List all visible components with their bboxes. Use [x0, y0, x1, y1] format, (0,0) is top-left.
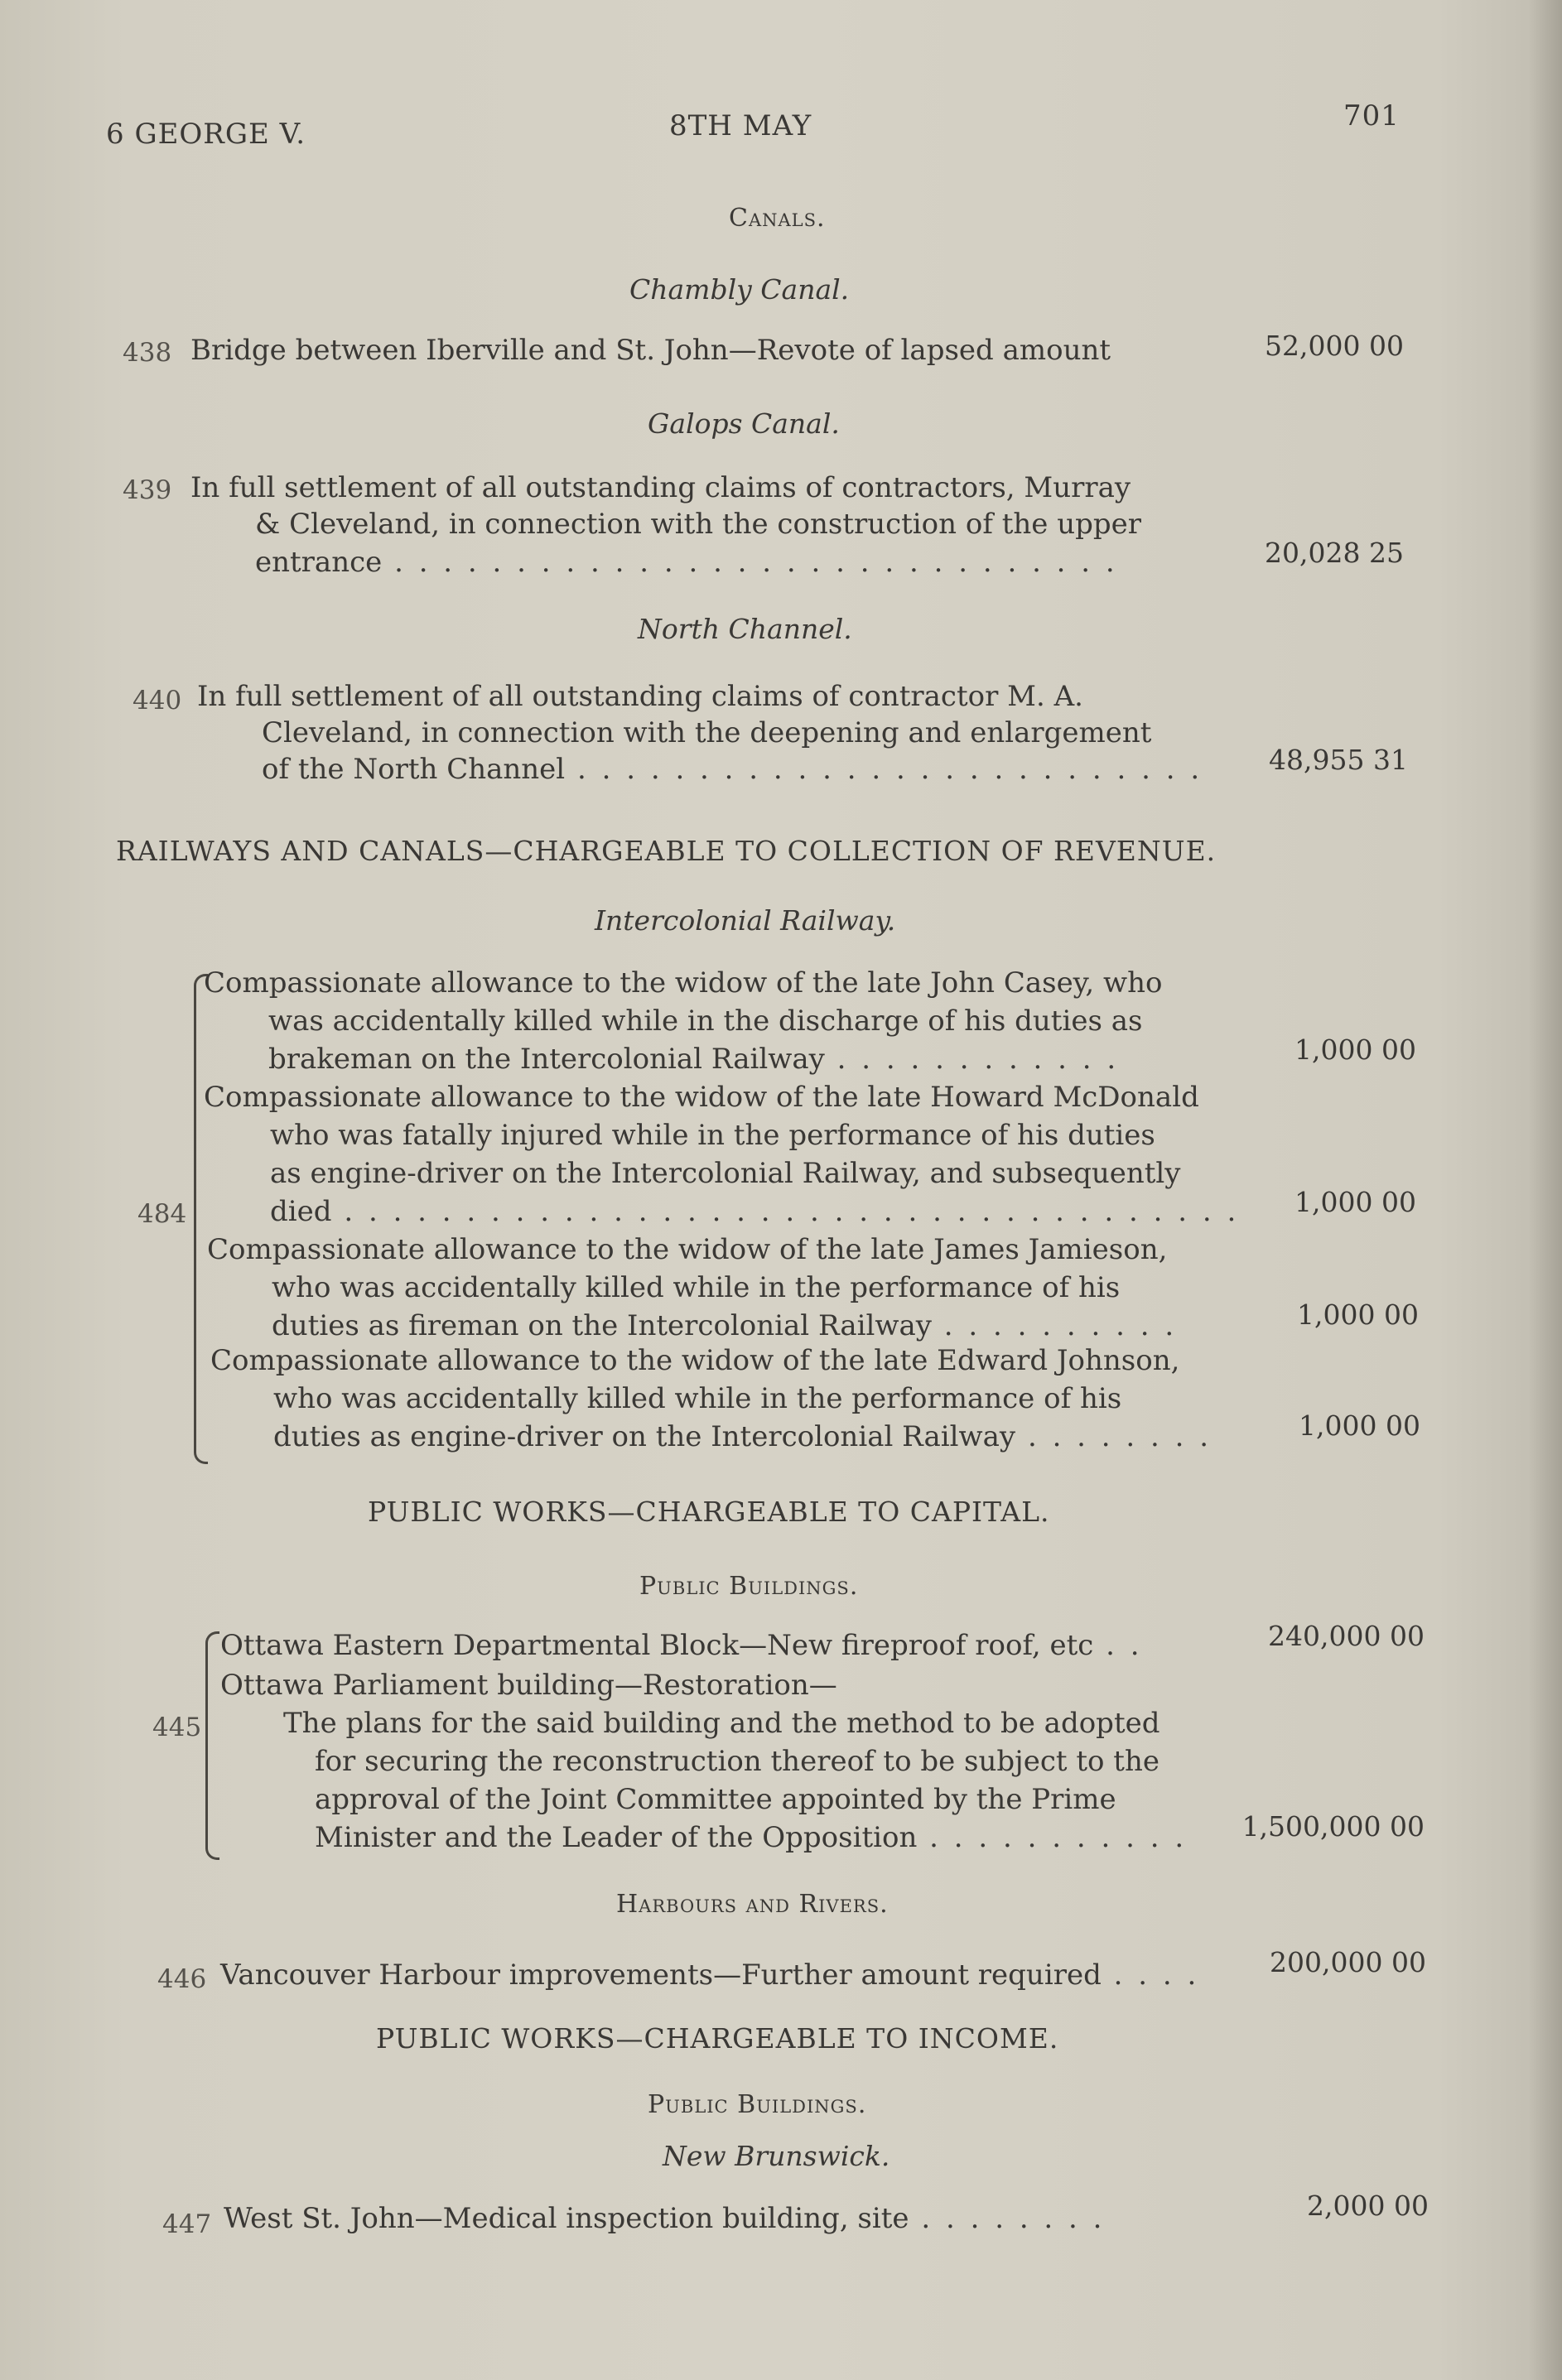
entry-line: duties as fireman on the Intercolonial Railway . . . . . . . . . . [272, 1309, 1178, 1342]
item-447-text: West St. John—Medical inspection building, site . . . . . . . . [224, 2202, 1106, 2235]
chambly-canal-heading: Chambly Canal. [629, 273, 850, 306]
item-445-line: The plans for the said building and the method to be adopted [283, 1707, 1160, 1740]
item-number-439: 439 [123, 475, 172, 505]
item-439-line: entrance . . . . . . . . . . . . . . . . . . . . . . . . . . . . . . [255, 546, 1118, 579]
public-works-capital-heading: PUBLIC WORKS—CHARGEABLE TO CAPITAL. [368, 1496, 1050, 1528]
item-439-amount: 20,028 25 [1265, 537, 1404, 569]
entry-line: brakeman on the Intercolonial Railway . . . . . . . . . . . . [268, 1043, 1120, 1076]
item-438-text: Bridge between Iberville and St. John—Revote of lapsed amount [190, 334, 1111, 367]
header-center: 8TH MAY [669, 109, 812, 142]
item-445-line: approval of the Joint Committee appointed by the Prime [315, 1783, 1116, 1816]
page-edge-shadow [1529, 0, 1562, 2380]
entry-line: Compassionate allowance to the widow of the late Howard McDonald [204, 1081, 1199, 1114]
item-445-brace [205, 1631, 219, 1860]
item-445-amount: 240,000 00 [1268, 1620, 1425, 1652]
entry-line: who was accidentally killed while in the performance of his [272, 1271, 1121, 1304]
item-446-amount: 200,000 00 [1270, 1946, 1426, 1978]
item-440-line: In full settlement of all outstanding claims of contractor M. A. [197, 680, 1083, 713]
entry-line: Compassionate allowance to the widow of the late Edward Johnson, [210, 1344, 1180, 1377]
item-439-line: & Cleveland, in connection with the construction of the upper [255, 508, 1142, 541]
entry-line: died . . . . . . . . . . . . . . . . . . . . . . . . . . . . . . . . . . . . . [270, 1195, 1240, 1228]
intercolonial-railway-heading: Intercolonial Railway. [595, 904, 896, 937]
entry-amount: 1,000 00 [1294, 1033, 1416, 1066]
item-445-line: Ottawa Parliament building—Restoration— [220, 1669, 837, 1702]
header-left: 6 GEORGE V. [106, 118, 306, 151]
item-number-447: 447 [162, 2209, 212, 2239]
entry-line: as engine-driver on the Intercolonial Railway, and subsequently [270, 1157, 1181, 1190]
entry-amount: 1,000 00 [1297, 1298, 1419, 1331]
entry-line: who was fatally injured while in the performance of his duties [270, 1119, 1155, 1152]
entry-line: Compassionate allowance to the widow of the late James Jamieson, [207, 1233, 1168, 1266]
new-brunswick-heading: New Brunswick. [663, 2140, 890, 2172]
item-number-484: 484 [137, 1199, 187, 1229]
public-buildings-heading: Public Buildings. [648, 2090, 867, 2119]
item-445-amount: 1,500,000 00 [1241, 1810, 1425, 1843]
item-439-line: In full settlement of all outstanding claims of contractors, Murray [190, 471, 1131, 504]
entry-line: was accidentally killed while in the discharge of his duties as [268, 1005, 1143, 1038]
entry-amount: 1,000 00 [1299, 1409, 1420, 1442]
item-438-amount: 52,000 00 [1265, 330, 1404, 362]
item-440-amount: 48,955 31 [1269, 744, 1408, 776]
item-number-440: 440 [133, 686, 182, 715]
item-447-amount: 2,000 00 [1307, 2190, 1429, 2222]
canals-heading: Canals. [729, 204, 826, 233]
item-445-line: Ottawa Eastern Departmental Block—New fireproof roof, etc . . [220, 1629, 1143, 1662]
public-buildings-heading: Public Buildings. [639, 1572, 859, 1601]
item-440-line: of the North Channel . . . . . . . . . . . . . . . . . . . . . . . . . . [262, 753, 1203, 786]
page-number: 701 [1343, 99, 1400, 132]
item-484-brace [194, 974, 208, 1464]
entry-line: duties as engine-driver on the Intercolonial Railway . . . . . . . . [273, 1420, 1212, 1453]
item-number-438: 438 [123, 338, 172, 368]
item-number-445: 445 [152, 1713, 202, 1742]
entry-amount: 1,000 00 [1294, 1186, 1416, 1218]
item-number-446: 446 [157, 1964, 207, 1994]
north-channel-heading: North Channel. [638, 613, 852, 645]
entry-line: who was accidentally killed while in the performance of his [273, 1382, 1122, 1415]
item-446-text: Vancouver Harbour improvements—Further amount required . . . . [220, 1958, 1200, 1992]
railways-heading: RAILWAYS AND CANALS—CHARGEABLE TO COLLECTION OF REVENUE. [116, 835, 1217, 867]
entry-line: Compassionate allowance to the widow of the late John Casey, who [204, 966, 1163, 1000]
galops-canal-heading: Galops Canal. [648, 407, 840, 440]
item-445-line: Minister and the Leader of the Opposition . . . . . . . . . . . [315, 1821, 1188, 1854]
harbours-rivers-heading: Harbours and Rivers. [616, 1890, 889, 1919]
public-works-income-heading: PUBLIC WORKS—CHARGEABLE TO INCOME. [376, 2022, 1059, 2055]
item-440-line: Cleveland, in connection with the deepening and enlargement [262, 716, 1152, 749]
item-445-line: for securing the reconstruction thereof to be subject to the [315, 1745, 1159, 1778]
